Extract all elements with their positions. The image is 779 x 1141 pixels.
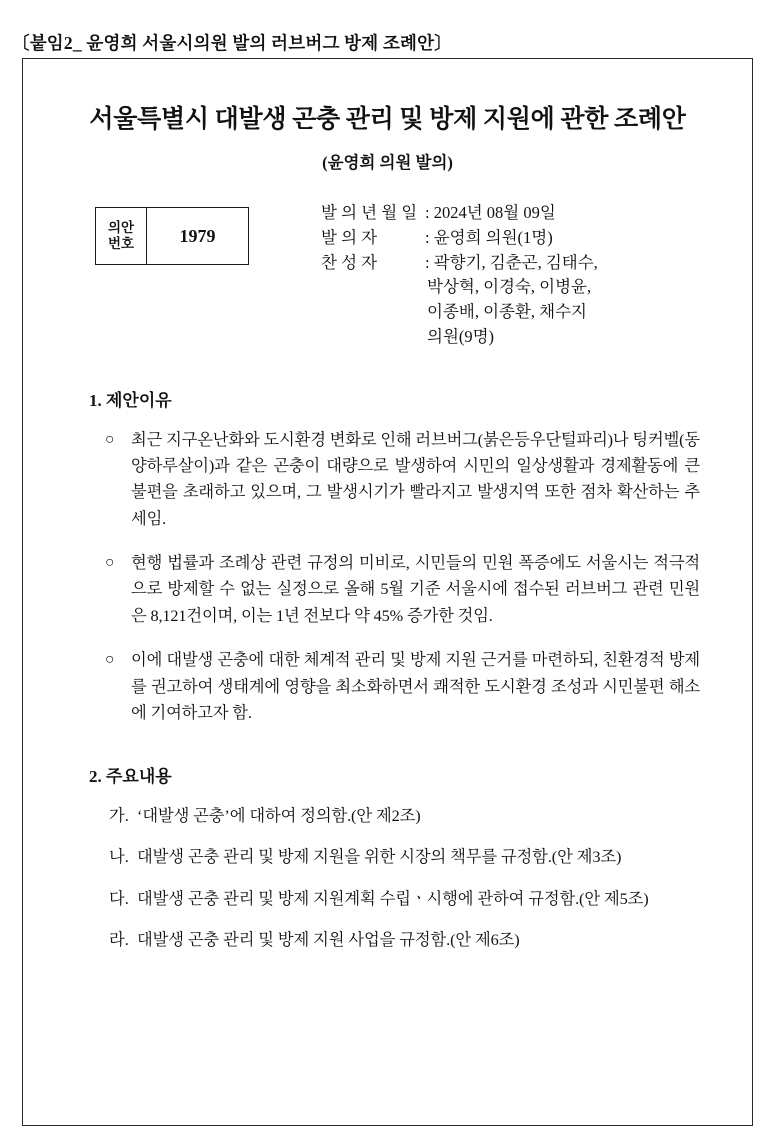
list-item-text: 최근 지구온난화와 도시환경 변화로 인해 러브버그(붉은등우단털파리)나 팅커벨(동양하루살이)과 같은 곤충이 대량으로 발생하여 시민의 일상생활과 경제활동에 큰 불편을 초래하고 있으며, 그 발생시기가 빨라지고 발생지역 또한 점차 확산하는 추세임. [131, 429, 700, 528]
meta-proposer-label: 발 의 자 [321, 227, 378, 247]
bill-number-label [96, 208, 147, 264]
meta-supporter-value-4: 의원(9명) [427, 326, 495, 346]
bullet-icon: ○ [105, 430, 115, 448]
page-title: 서울특별시 대발생 곤충 관리 및 방제 지원에 관한 조례안 [89, 106, 686, 133]
section-reason [67, 386, 708, 727]
list-item-marker: 라. [109, 929, 129, 949]
bill-meta-row [67, 201, 708, 350]
meta-line-supporter [321, 251, 598, 276]
list-item-text: 대발생 곤충 관리 및 방제 지원계획 수립ㆍ시행에 관하여 규정함.(안 제5조) [137, 888, 649, 908]
meta-line-date [321, 201, 598, 226]
document-frame [22, 58, 753, 1126]
bill-meta-list [321, 201, 598, 350]
meta-supporter-value-2: 박상혁, 이경숙, 이병윤, [427, 277, 592, 297]
list-item [67, 803, 708, 829]
section-main-heading: 2. 주요내용 [89, 767, 172, 787]
list-item-text: 이에 대발생 곤충에 대한 체계적 관리 및 방제 지원 근거를 마련하되, 친환경적 방제를 권고하여 생태계에 영향을 최소화하면서 쾌적한 도시환경 조성과 시민불편 해소에 기여하고자 함. [131, 650, 700, 723]
list-item [67, 647, 708, 726]
list-item-text: 대발생 곤충 관리 및 방제 지원 사업을 규정함.(안 제6조) [137, 929, 520, 949]
list-item [67, 886, 708, 912]
list-item-marker: 나. [109, 847, 129, 867]
list-item [67, 427, 708, 533]
list-item [67, 550, 708, 629]
list-item-text: 대발생 곤충 관리 및 방제 지원을 위한 시장의 책무를 규정함.(안 제3조) [137, 847, 622, 867]
list-item-marker: 가. [109, 806, 129, 826]
bill-number-value: 1979 [179, 225, 216, 246]
bullet-icon: ○ [105, 554, 115, 572]
meta-supporter-label: 찬 성 자 [321, 252, 378, 272]
attachment-header: 〔붙임2_ 윤영희 서울시의원 발의 러브버그 방제 조례안〕 [12, 33, 452, 53]
section-main-content [67, 762, 708, 952]
list-item [67, 844, 708, 870]
document-body [23, 59, 752, 1125]
page-subtitle: (윤영희 의원 발의) [322, 153, 453, 172]
section-reason-heading: 1. 제안이유 [89, 390, 172, 410]
meta-date-value: : 2024년 08월 09일 [425, 203, 556, 222]
list-item-text: ‘대발생 곤충’에 대하여 정의함.(안 제2조) [137, 806, 421, 826]
meta-line-proposer [321, 226, 598, 251]
bill-number-label-line2: 번호 [107, 236, 135, 251]
bill-number-box [95, 207, 249, 265]
bullet-icon: ○ [105, 651, 115, 669]
meta-date-label: 발 의 년 월 일 [321, 203, 418, 222]
list-item [67, 927, 708, 953]
meta-supporter-value: : 곽향기, 김춘곤, 김태수, [425, 252, 598, 272]
meta-supporter-value-3: 이종배, 이종환, 채수지 [427, 302, 587, 321]
bill-number-label-line1: 의안 [107, 219, 135, 235]
list-item-marker: 다. [109, 888, 129, 908]
meta-proposer-value: : 윤영희 의원(1명) [425, 227, 553, 247]
list-item-text: 현행 법률과 조례상 관련 규정의 미비로, 시민들의 민원 폭증에도 서울시는 적극적으로 방제할 수 없는 실정으로 올해 5월 기준 서울시에 접수된 러브버그 관련 민원은 8,121건이며, 이는 1년 전보다 약 45% 증가한 것임. [131, 553, 700, 625]
